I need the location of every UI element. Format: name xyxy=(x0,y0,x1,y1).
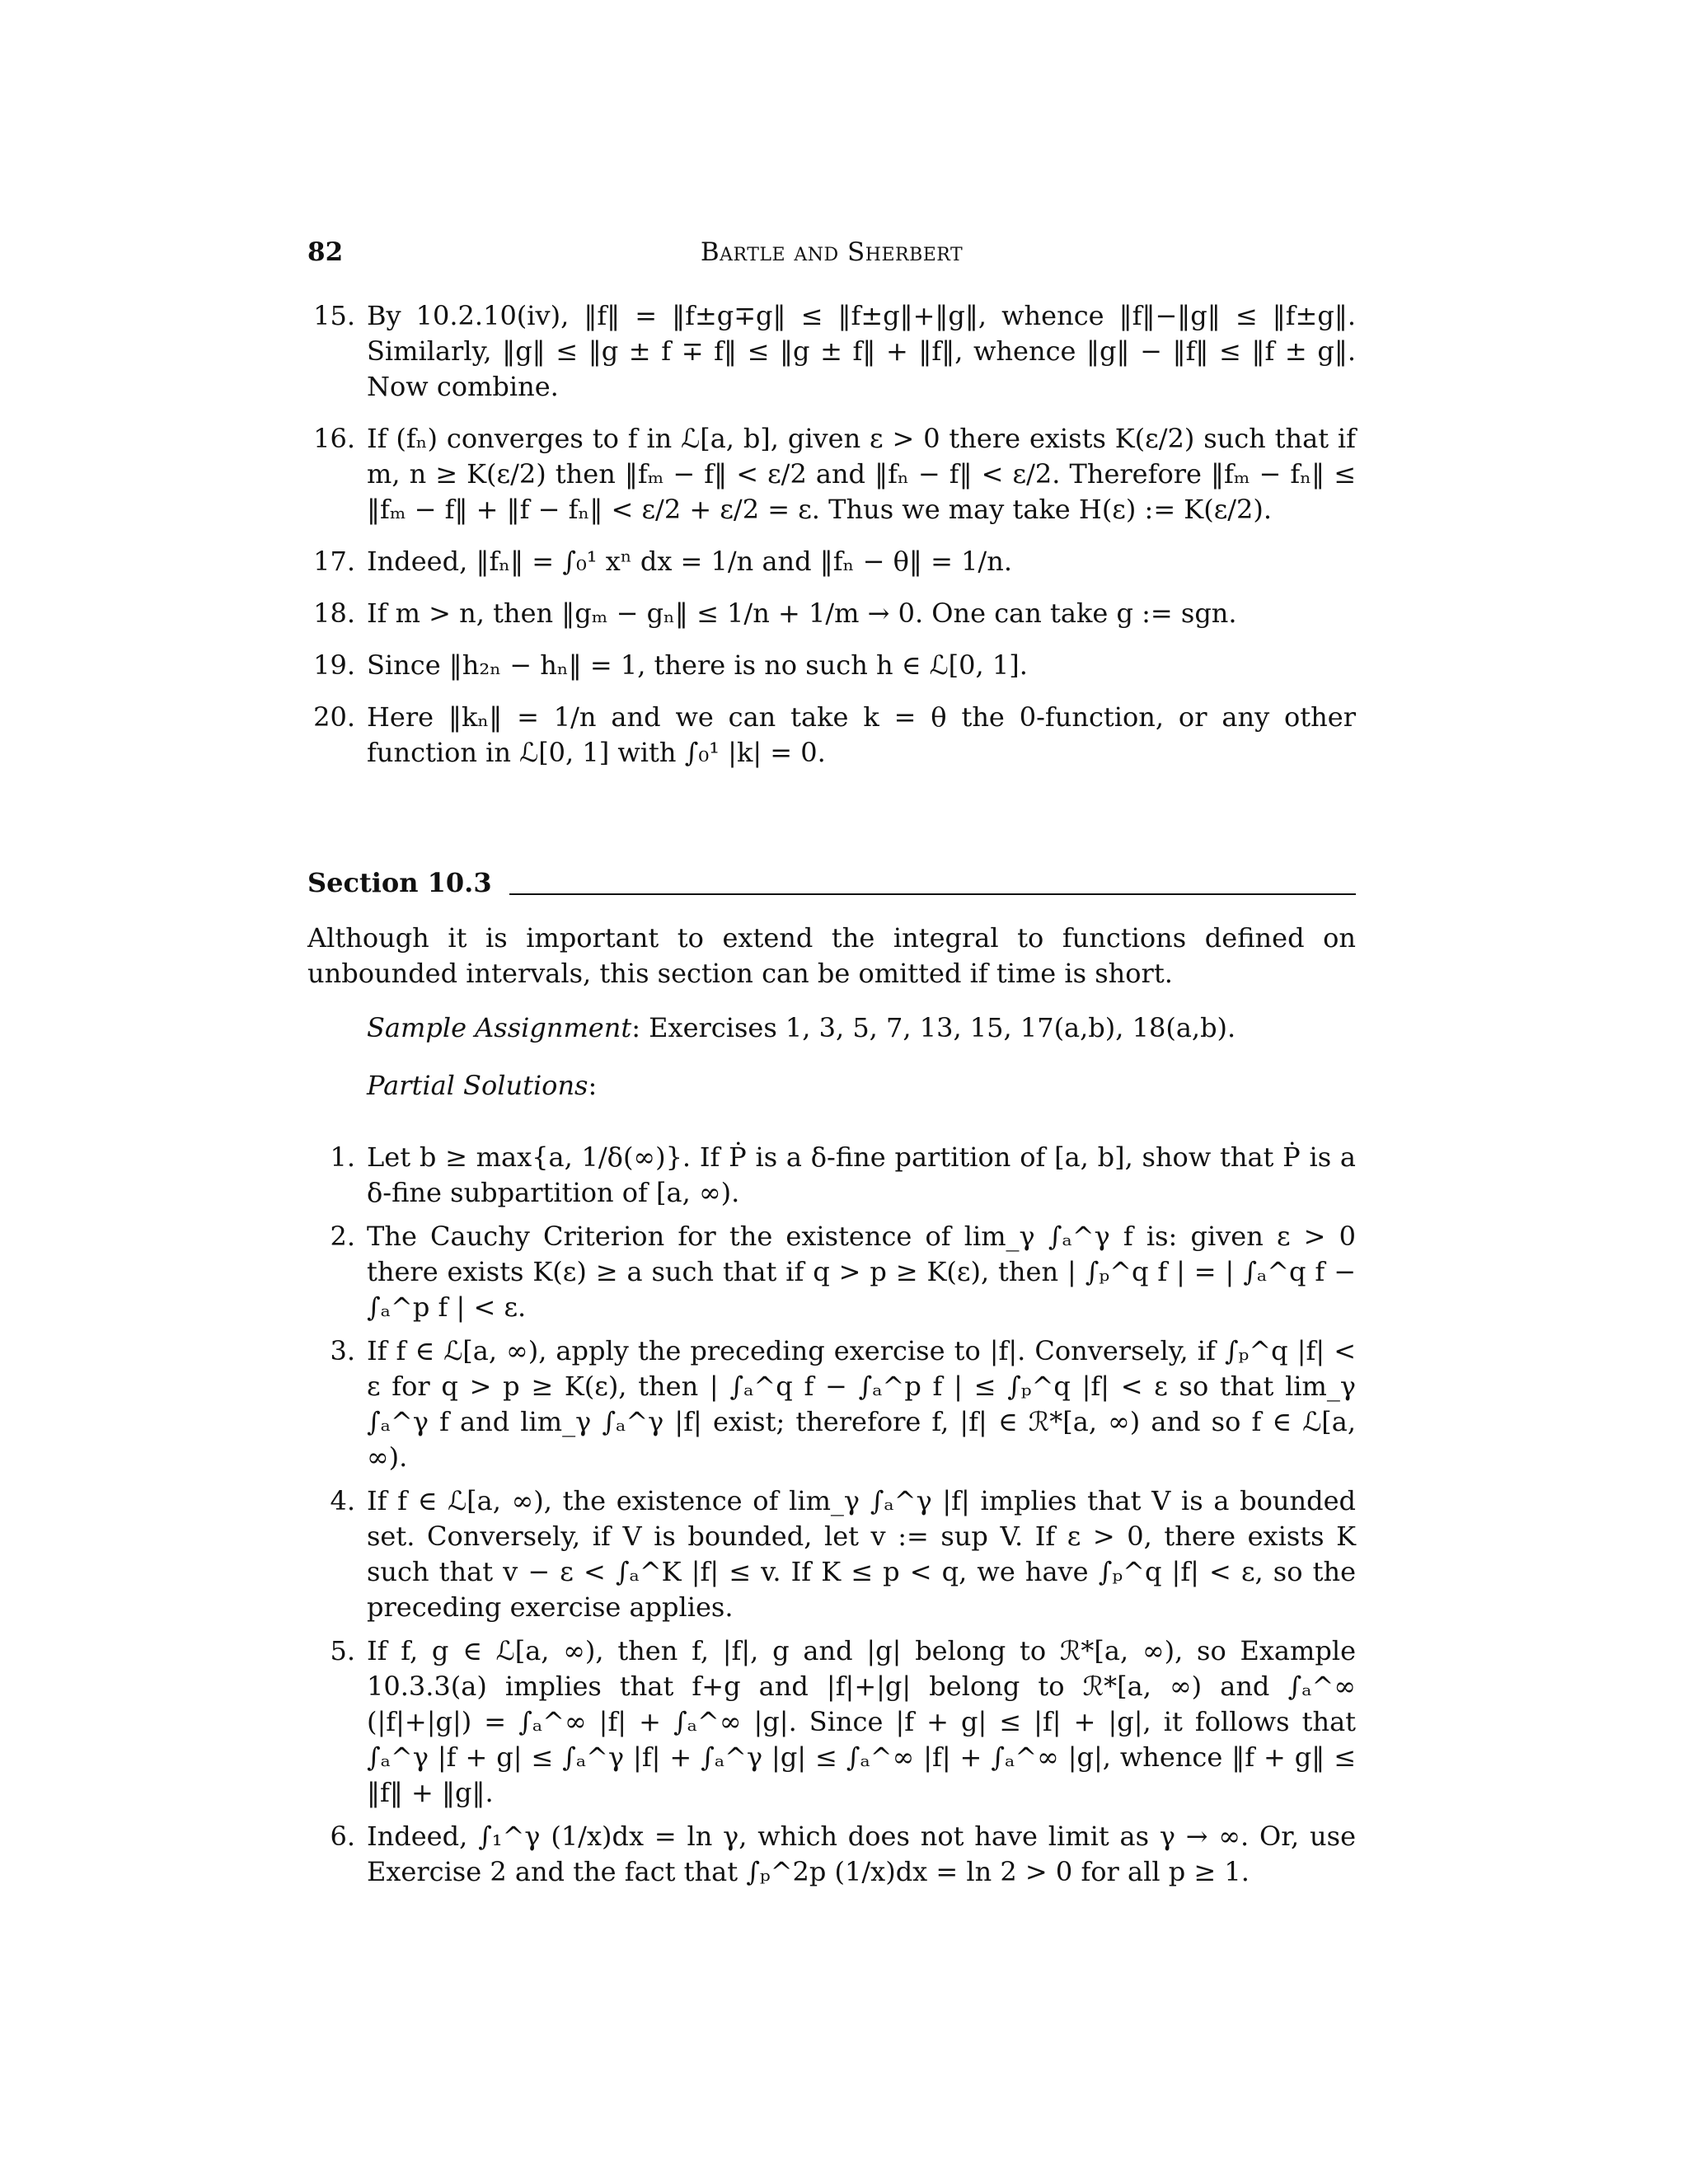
solution-text: If f ∈ ℒ[a, ∞), apply the preceding exercise to |f|. Conversely, if ∫ₚ^q |f| < ε for q > p ≥ K(ε), then | ∫ₐ^q f − ∫ₐ^p f | ≤ ∫ₚ^q |f| < ε so that lim_γ ∫ₐ^γ f and lim_γ ∫ₐ^γ |f| exist; therefore f, |f| ∈ ℛ*[a, ∞) and so f ∈ ℒ[a, ∞). xyxy=(367,1335,1356,1473)
partial-solutions-colon: : xyxy=(588,1070,598,1101)
running-head xyxy=(307,237,1356,274)
solution-number: 4. xyxy=(330,1485,355,1516)
sample-assignment xyxy=(367,1010,1356,1046)
sample-assignment-label: Sample Assignment xyxy=(367,1012,632,1043)
section-title: Section 10.3 xyxy=(307,867,492,898)
partial-solutions-label xyxy=(367,1068,1356,1104)
page-number: 82 xyxy=(307,237,344,267)
solution-number: 19. xyxy=(313,649,355,681)
solution-item xyxy=(307,648,1356,683)
solution-item xyxy=(307,1633,1356,1811)
solution-item xyxy=(307,298,1356,405)
solution-text: Indeed, ∫₁^γ (1/x)dx = ln γ, which does not have limit as γ → ∞. Or, use Exercise 2 and the fact that ∫ₚ^2p (1/x)dx = ln 2 > 0 for all p ≥ 1. xyxy=(367,1821,1356,1887)
solution-item xyxy=(307,1819,1356,1890)
solution-text: Since ‖h₂ₙ − hₙ‖ = 1, there is no such h ∈ ℒ[0, 1]. xyxy=(367,649,1028,681)
solution-item xyxy=(307,700,1356,771)
solution-item xyxy=(307,596,1356,631)
solution-number: 3. xyxy=(330,1335,355,1366)
solution-text: If f, g ∈ ℒ[a, ∞), then f, |f|, g and |g| belong to ℛ*[a, ∞), so Example 10.3.3(a) implies that f+g and |f|+|g| belong to ℛ*[a, ∞) and ∫ₐ^∞ (|f|+|g|) = ∫ₐ^∞ |f| + ∫ₐ^∞ |g|. Since |f + g| ≤ |f| + |g|, it follows that ∫ₐ^γ |f + g| ≤ ∫ₐ^γ |f| + ∫ₐ^γ |g| ≤ ∫ₐ^∞ |f| + ∫ₐ^∞ |g|, whence ‖f + g‖ ≤ ‖f‖ + ‖g‖. xyxy=(367,1635,1356,1808)
section-rule xyxy=(509,893,1356,895)
solution-text: By 10.2.10(iv), ‖f‖ = ‖f±g∓g‖ ≤ ‖f±g‖+‖g‖, whence ‖f‖−‖g‖ ≤ ‖f±g‖. Similarly, ‖g‖ ≤ ‖g ± f ∓ f‖ ≤ ‖g ± f‖ + ‖f‖, whence ‖g‖ − ‖f‖ ≤ ‖f ± g‖. Now combine. xyxy=(367,300,1356,402)
solution-text: Let b ≥ max{a, 1/δ(∞)}. If Ṗ is a δ-fine partition of [a, b], show that Ṗ is a δ-fine subpartition of [a, ∞). xyxy=(367,1141,1356,1208)
solution-text: If (fₙ) converges to f in ℒ[a, b], given ε > 0 there exists K(ε/2) such that if m, n ≥ K(ε/2) then ‖fₘ − f‖ < ε/2 and ‖fₙ − f‖ < ε/2. Therefore ‖fₘ − fₙ‖ ≤ ‖fₘ − f‖ + ‖f − fₙ‖ < ε/2 + ε/2 = ε. Thus we may take H(ε) := K(ε/2). xyxy=(367,423,1356,525)
solution-item xyxy=(307,421,1356,527)
solution-text: If m > n, then ‖gₘ − gₙ‖ ≤ 1/n + 1/m → 0. One can take g := sgn. xyxy=(367,598,1237,629)
solution-number: 1. xyxy=(330,1141,355,1173)
solution-number: 5. xyxy=(330,1635,355,1666)
solution-number: 17. xyxy=(313,546,355,577)
solutions-list-10-2 xyxy=(307,298,1356,787)
solution-item xyxy=(307,1333,1356,1475)
solution-item xyxy=(307,1483,1356,1625)
solution-text: The Cauchy Criterion for the existence of lim_γ ∫ₐ^γ f is: given ε > 0 there exists K(ε) ≥ a such that if q > p ≥ K(ε), then | ∫ₚ^q f | = | ∫ₐ^q f − ∫ₐ^p f | < ε. xyxy=(367,1221,1356,1323)
solutions-list-10-3 xyxy=(307,1140,1356,1898)
solution-number: 15. xyxy=(313,300,355,331)
section-intro-paragraph: Although it is important to extend the integral to functions defined on unbounded intervals, this section can be omitted if time is short. xyxy=(307,922,1356,989)
solution-item xyxy=(307,1219,1356,1325)
solution-text: If f ∈ ℒ[a, ∞), the existence of lim_γ ∫ₐ^γ |f| implies that V is a bounded set. Conversely, if V is bounded, let v := sup V. If ε > 0, there exists K such that v − ε < ∫ₐ^K |f| ≤ v. If K ≤ p < q, we have ∫ₚ^q |f| < ε, so the preceding exercise applies. xyxy=(367,1485,1356,1623)
solution-number: 6. xyxy=(330,1821,355,1852)
partial-solutions-title: Partial Solutions xyxy=(367,1070,588,1101)
solution-item xyxy=(307,1140,1356,1211)
solution-number: 16. xyxy=(313,423,355,454)
section-heading xyxy=(307,867,1356,903)
solution-text: Here ‖kₙ‖ = 1/n and we can take k = θ the 0-function, or any other function in ℒ[0, 1] with ∫₀¹ |k| = 0. xyxy=(367,701,1356,768)
running-head-title: Bartle and Sherbert xyxy=(700,237,964,267)
solution-number: 2. xyxy=(330,1221,355,1252)
solution-item xyxy=(307,544,1356,579)
solution-number: 20. xyxy=(313,701,355,733)
solution-number: 18. xyxy=(313,598,355,629)
sample-assignment-text: : Exercises 1, 3, 5, 7, 13, 15, 17(a,b), 18(a,b). xyxy=(631,1012,1236,1043)
solution-text: Indeed, ‖fₙ‖ = ∫₀¹ xⁿ dx = 1/n and ‖fₙ − θ‖ = 1/n. xyxy=(367,546,1012,577)
